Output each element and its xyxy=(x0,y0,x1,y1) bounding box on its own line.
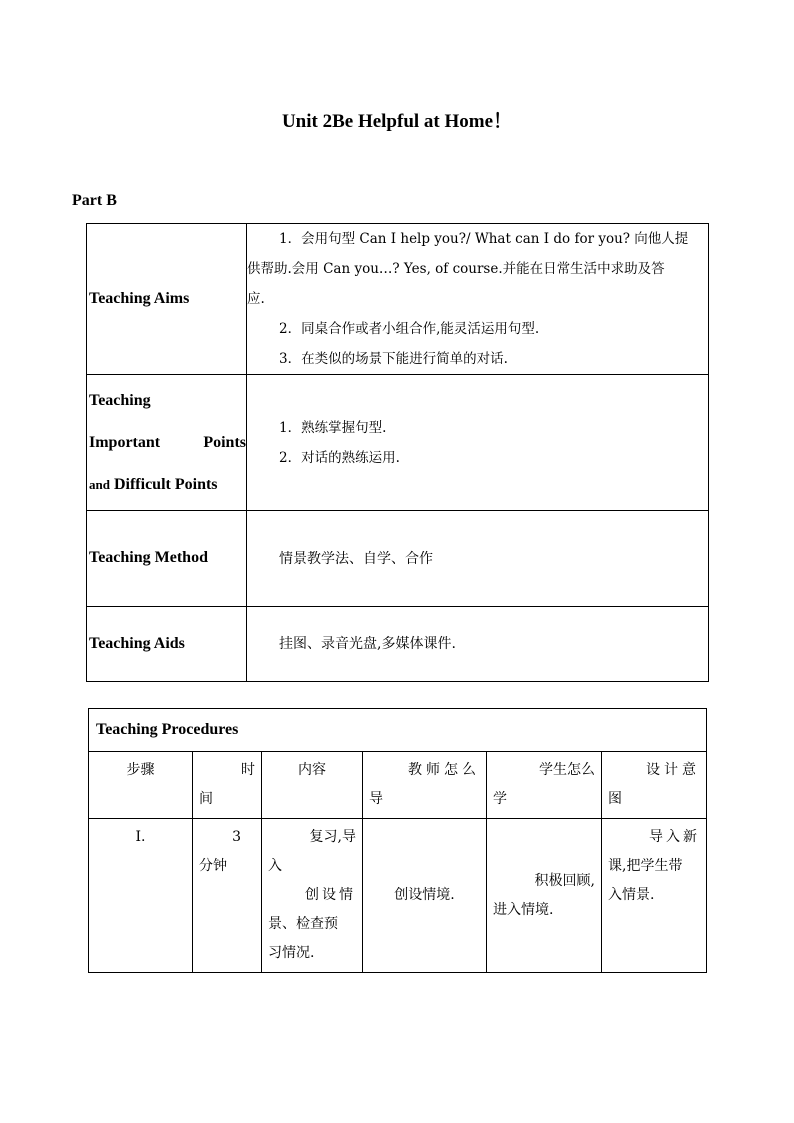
row1-time-b: 分钟 xyxy=(199,858,227,874)
row1-time xyxy=(193,819,262,973)
row1-step: Ⅰ. xyxy=(89,819,193,973)
row1-student xyxy=(487,819,602,973)
row1-design-c: 入情景. xyxy=(608,887,655,903)
header-teacher-a: 教师怎么 xyxy=(408,762,480,778)
header-student-b: 学 xyxy=(493,791,507,807)
header-student-a: 学生怎么 xyxy=(539,762,595,778)
aims-row xyxy=(87,224,709,375)
header-teacher xyxy=(363,752,487,819)
aims-item-2: 2．同桌合作或者小组合作,能灵活运用句型. xyxy=(279,321,540,337)
header-time-b: 间 xyxy=(199,791,213,807)
row1-design-a: 导入新 xyxy=(649,829,700,845)
points-label xyxy=(87,375,247,511)
aims-content xyxy=(247,224,709,375)
aids-row xyxy=(87,607,709,682)
procedures-title-row xyxy=(89,709,707,752)
header-design xyxy=(602,752,707,819)
aids-value: 挂图、录音光盘,多媒体课件. xyxy=(279,636,456,652)
header-design-a: 设计意 xyxy=(646,762,700,778)
points-label-important: Important xyxy=(89,433,161,451)
header-step: 步骤 xyxy=(89,752,193,819)
points-label-points: Points xyxy=(203,433,246,451)
method-row xyxy=(87,511,709,607)
points-item-1: 1．熟练掌握句型. xyxy=(279,419,387,436)
row1-content-b: 入 xyxy=(268,858,282,874)
row1-content-c: 创设情 xyxy=(305,887,356,903)
aims-item-3: 3．在类似的场景下能进行简单的对话. xyxy=(279,351,508,367)
procedure-row-1 xyxy=(89,819,707,973)
aims-item-1b: 供帮助.会用 Can you…? Yes, of course.并能在日常生活中求助及答 xyxy=(247,261,665,277)
points-label-line1: Teaching xyxy=(89,391,151,409)
procedures-title: Teaching Procedures xyxy=(89,709,707,752)
header-time-a: 时 xyxy=(241,762,255,778)
procedures-table xyxy=(88,708,707,973)
aims-label: Teaching Aims xyxy=(87,224,247,375)
points-label-line3 xyxy=(89,464,246,506)
row1-content-d: 景、检查预 xyxy=(268,916,338,932)
row1-time-a: 3 xyxy=(232,829,241,845)
method-content xyxy=(247,511,709,607)
points-label-difficult: Difficult Points xyxy=(113,475,218,493)
header-design-b: 图 xyxy=(608,791,622,807)
header-content: 内容 xyxy=(262,752,363,819)
aids-label: Teaching Aids xyxy=(87,607,247,682)
points-row xyxy=(87,375,709,511)
aids-content xyxy=(247,607,709,682)
procedures-header-row xyxy=(89,752,707,819)
points-label-line2 xyxy=(89,422,246,464)
row1-content xyxy=(262,819,363,973)
header-teacher-b: 导 xyxy=(369,791,383,807)
points-content xyxy=(247,375,709,511)
row1-content-a: 复习,导 xyxy=(309,829,356,845)
teaching-info-table xyxy=(86,223,709,682)
header-student xyxy=(487,752,602,819)
method-value: 情景教学法、自学、合作 xyxy=(279,550,433,567)
row1-student-a: 积极回顾, xyxy=(534,872,595,889)
document-title: Unit 2Be Helpful at Home！ xyxy=(281,111,513,132)
row1-student-b: 进入情境. xyxy=(493,901,554,918)
row1-design-b: 课,把学生带 xyxy=(608,858,683,874)
aims-item-1a: 1．会用句型 Can I help you?/ What can I do for you? 向他人提 xyxy=(279,231,689,247)
aims-item-1c: 应. xyxy=(247,291,265,307)
row1-content-e: 习情况. xyxy=(268,945,315,961)
points-label-and: and xyxy=(89,476,110,492)
points-item-2: 2．对话的熟练运用. xyxy=(279,449,400,466)
part-heading: Part B xyxy=(72,192,117,209)
row1-design xyxy=(602,819,707,973)
row1-teacher: 创设情境. xyxy=(363,819,487,973)
header-time xyxy=(193,752,262,819)
method-label: Teaching Method xyxy=(87,511,247,607)
